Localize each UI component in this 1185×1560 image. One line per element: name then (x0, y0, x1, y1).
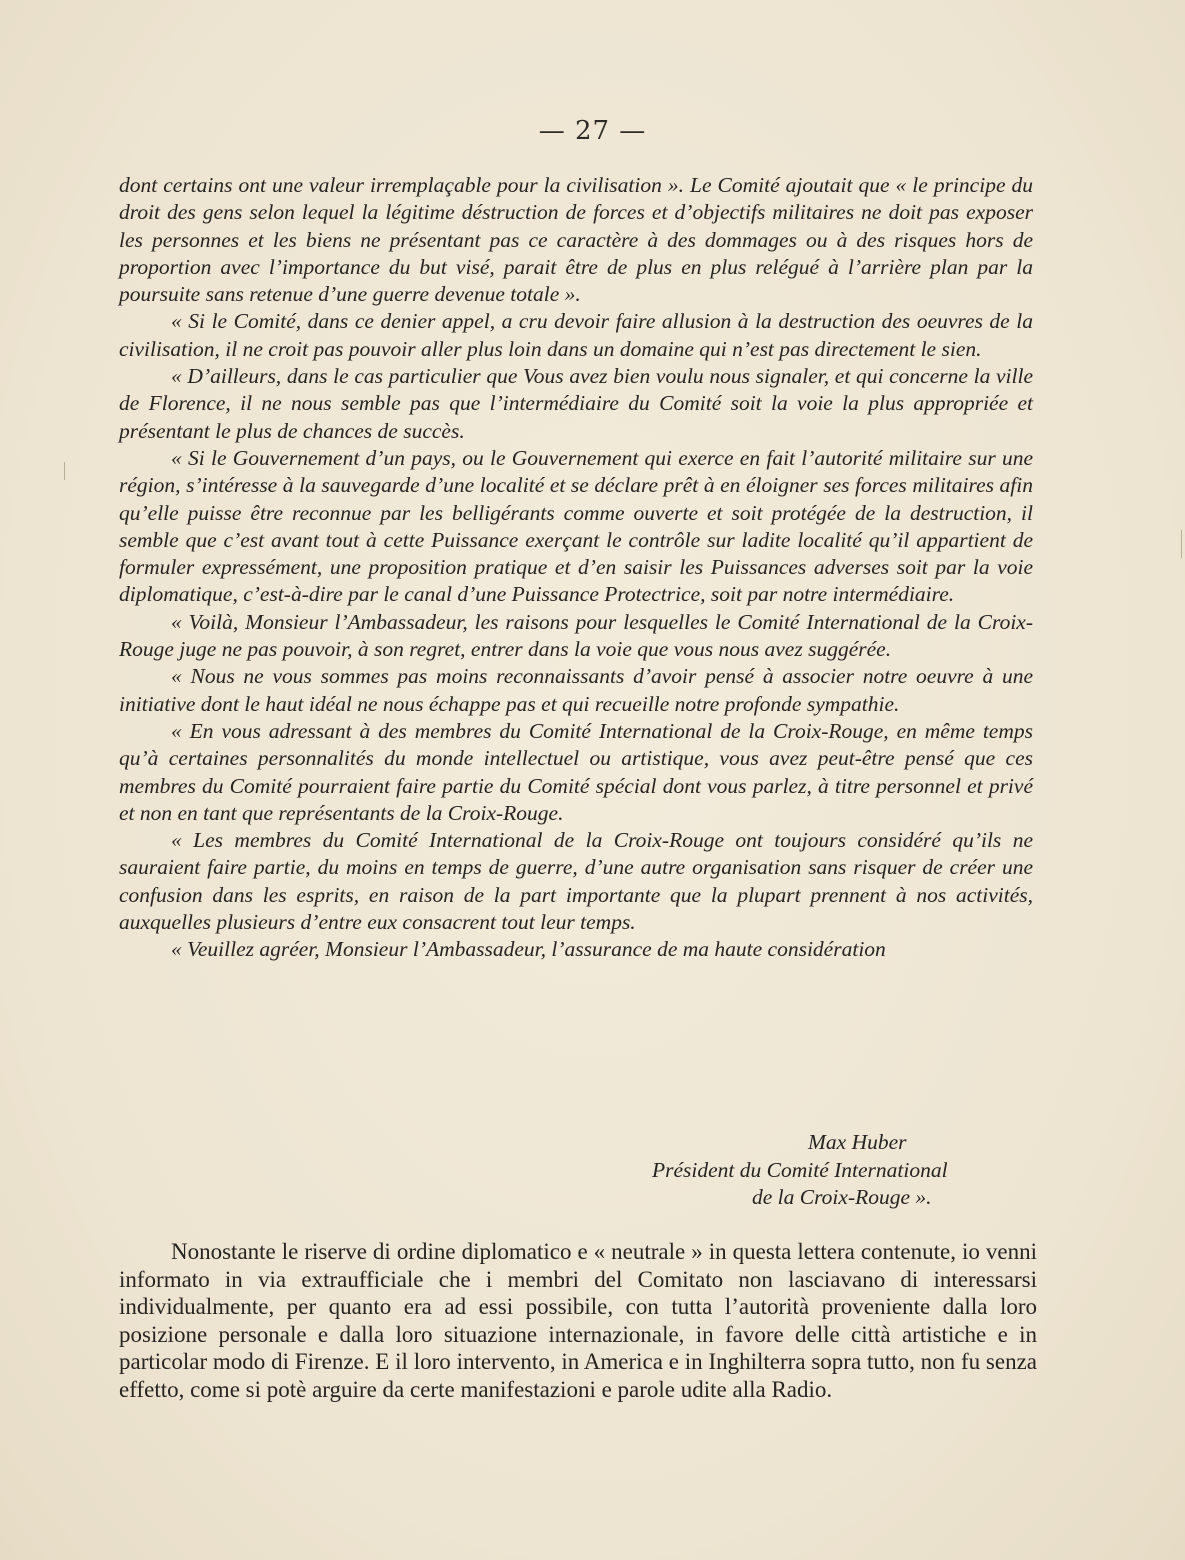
letter-paragraph: « D’ailleurs, dans le cas particulier que Vous avez bien voulu nous signaler, et qui concerne la ville de Florence, il ne nous semble pas que l’intermédiaire du Comité soit la voie la plus appropriée et présentant le plus de chances de succès. (119, 364, 1033, 443)
letter-paragraph: « En vous adressant à des membres du Comité International de la Croix-Rouge, en même temps qu’à certaines personnalités du monde intellectuel ou artistique, vous avez peut-être pensé que ces membres du Comité pourraient faire partie du Comité spécial dont vous parlez, à titre personnel et privé et non en tant que représentants de la Croix-Rouge. (119, 718, 1033, 825)
commentary-paragraph: Nonostante le riserve di ordine diplomatico e « neutrale » in questa lettera contenute, io venni informato in via extraufficiale che i membri del Comitato non lasciavano di interessarsi individualmente, per quanto era ad essi possibile, con tutta l’autorità proveniente dalla loro posizione personale e dalla loro situazione internazionale, in favore delle città artistiche e in particolar modo di Firenze. E il loro intervento, in America e in Inghilterra sopra tutto, non fu senza effetto, come si potè arguire da certe manifestazioni e parole udite alla Radio. (119, 1239, 1037, 1402)
signatory-organization: de la Croix-Rouge ». (752, 1185, 932, 1209)
signature-block (600, 1129, 1033, 1212)
margin-mark (64, 462, 65, 480)
letter-paragraph: dont certains ont une valeur irremplaçable pour la civilisation ». Le Comité ajoutait que « le principe du droit des gens selon lequel la légitime déstruction de forces et d’objectifs militaires ne doit pas exposer les personnes et les biens ne présentant pas ce caractère à des dommages ou à des risques hors de proportion avec l’importance du but visé, parait être de plus en plus relégué à l’arrière plan par la poursuite sans retenue d’une guerre devenue totale ». (119, 173, 1033, 307)
signatory-name: Max Huber (808, 1130, 907, 1154)
letter-paragraph: « Si le Comité, dans ce denier appel, a cru devoir faire allusion à la destruction des oeuvres de la civilisation, il ne croit pas pouvoir aller plus loin dans un domaine qui n’est pas directement le sien. (119, 309, 1033, 361)
quoted-letter (119, 172, 1033, 964)
letter-paragraph: « Les membres du Comité International de la Croix-Rouge ont toujours considéré qu’ils ne sauraient faire partie, du moins en temps de guerre, d’une autre organisation sans risquer de créer une confusion dans les esprits, en raison de la part importante que la plupart prennent à nos activités, auxquelles plusieurs d’entre eux consacrent tout leur temps. (119, 828, 1033, 935)
margin-mark (1181, 530, 1182, 558)
letter-closing: « Veuillez agréer, Monsieur l’Ambassadeur, l’assurance de ma haute considération (171, 937, 886, 962)
signatory-title: Président du Comité International (652, 1157, 948, 1182)
letter-paragraph: « Voilà, Monsieur l’Ambassadeur, les raisons pour lesquelles le Comité International de la Croix-Rouge juge ne pas pouvoir, à son regret, entrer dans la voie que vous nous avez suggérée. (119, 609, 1033, 662)
letter-paragraph: « Si le Gouvernement d’un pays, ou le Gouvernement qui exerce en fait l’autorité militaire sur une région, s’intéresse à la sauvegarde d’une localité et se déclare prêt à en éloigner ses forces militaires afin qu’elle puisse être reconnue par les belligérants comme ouverte et soit protégée de la destruction, il semble que c’est avant tout à cette Puissance exerçant le contrôle sur ladite localité qu’il appartient de formuler expressément, une proposition pratique et d’en saisir les Puissances adverses soit par la voie diplomatique, c’est-à-dire par le canal d’une Puissance Protectrice, soit par notre intermédiaire. (119, 445, 1033, 607)
letter-paragraph: « Nous ne vous sommes pas moins reconnaissants d’avoir pensé à associer notre oeuvre à une initiative dont le haut idéal ne nous échappe pas et qui recueille notre profonde sympathie. (119, 664, 1033, 716)
page-number: — 27 — (538, 116, 647, 146)
